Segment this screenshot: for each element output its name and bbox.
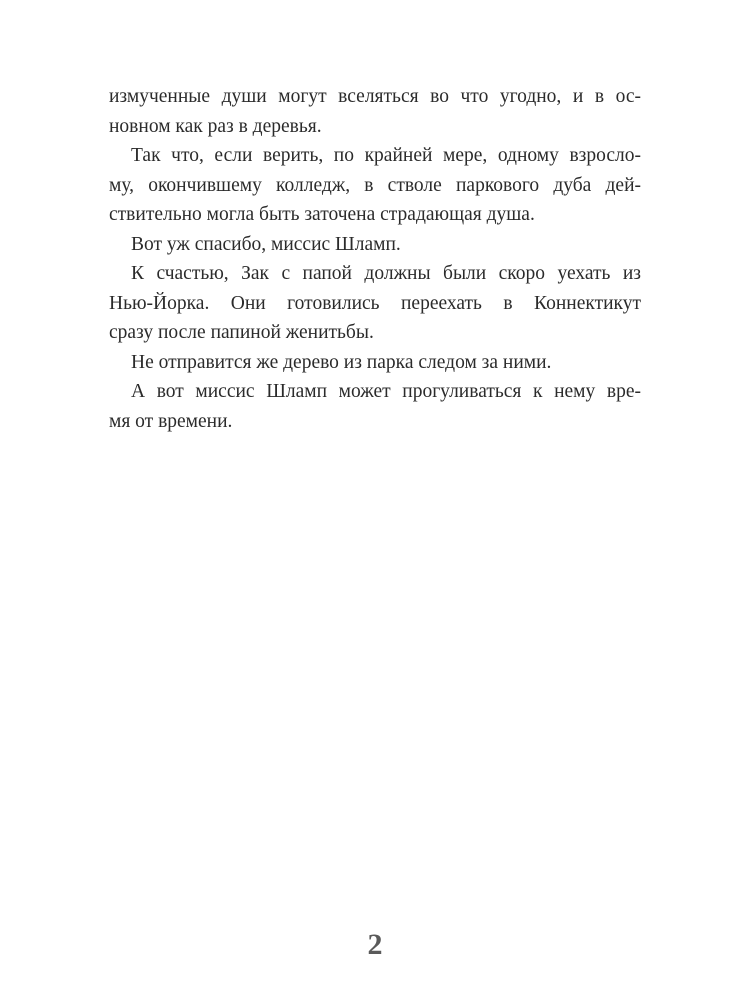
text-line: К счастью, Зак с папой должны были скоро уехать из <box>131 263 641 284</box>
text-line: новном как раз в деревья. <box>109 115 322 137</box>
text-line: Так что, если верить, по крайней мере, одному взросло- <box>131 145 641 166</box>
text-line: сразу после папиной женитьбы. <box>109 322 374 343</box>
text-line: Не отправится же дерево из парка следом за ними. <box>131 351 552 373</box>
text-line: измученные души могут вселяться во что угодно, и в ос- <box>109 86 641 107</box>
text-line: Вот уж спасибо, миссис Шламп. <box>131 233 401 255</box>
body-text <box>109 82 641 436</box>
text-line: Нью-Йорка. Они готовились переехать в Коннектикут <box>109 292 641 314</box>
text-line: А вот миссис Шламп может прогуливаться к нему вре- <box>131 381 641 402</box>
text-line: ствительно могла быть заточена страдающая душа. <box>109 204 535 225</box>
text-line: му, окончившему колледж, в стволе паркового дуба дей- <box>109 174 641 196</box>
page-number: 2 <box>367 928 383 961</box>
text-line: мя от времени. <box>109 410 233 432</box>
